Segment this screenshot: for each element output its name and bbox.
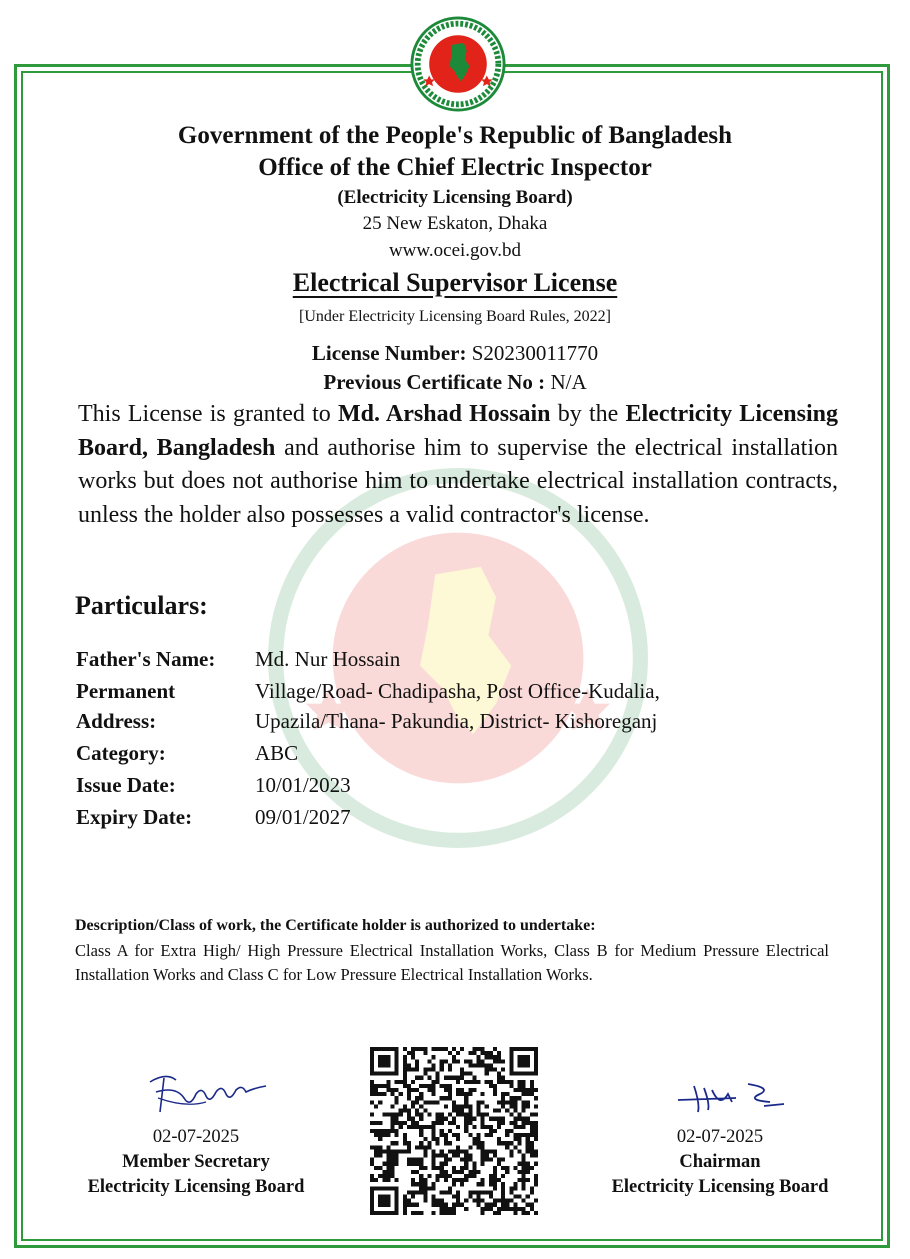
left-signature-org: Electricity Licensing Board [87, 1177, 305, 1197]
right-signature-date: 02-07-2025 [676, 1127, 764, 1147]
previous-certificate-value: N/A [550, 370, 587, 394]
license-number-label: License Number: [311, 341, 467, 365]
right-signature-org: Electricity Licensing Board [611, 1177, 829, 1197]
father-value: Md. Nur Hossain [255, 647, 401, 671]
category-label: Category: [76, 741, 166, 765]
left-signature-block [46, 1127, 346, 1198]
expiry-date-value: 09/01/2027 [255, 805, 351, 829]
grant-paragraph: This License is granted to Md. Arshad Hossain by the Electricity Licensing Board, Bangladesh and authorise him to supervise the electrical installation works but does not authorise him to undertake electrical installation contracts, unless the holder also possesses a valid contractor's license. [78, 401, 839, 528]
chairman-signature [676, 1074, 796, 1118]
board-name: Electricity Licensing Board, Bangladesh [78, 401, 838, 461]
holder-name: Md. Arshad Hossain [338, 401, 551, 427]
member-secretary-signature [146, 1068, 270, 1120]
father-label: Father's Name: [76, 647, 216, 671]
document-subtitle: [Under Electricity Licensing Board Rules, 2022] [299, 308, 611, 325]
issue-date-value: 10/01/2023 [255, 773, 351, 797]
document-title: Electrical Supervisor License [292, 268, 618, 297]
license-number-value: S20230011770 [471, 341, 599, 365]
category-value: ABC [255, 741, 299, 765]
license-number [0, 341, 910, 366]
left-signature-date: 02-07-2025 [152, 1127, 240, 1147]
header-website: www.ocei.gov.bd [388, 240, 522, 261]
qr-code-icon[interactable] [370, 1047, 538, 1215]
description-text: Class A for Extra High/ High Pressure Electrical Installation Works, Class B for Medium Pressure Electrical Installation Works and Class C for Low Pressure Electrical Installation Works. [75, 941, 829, 984]
particulars-heading: Particulars: [75, 591, 208, 620]
expiry-date-label: Expiry Date: [76, 805, 193, 829]
header-government: Government of the People's Republic of Bangladesh [177, 122, 733, 149]
header-board: (Electricity Licensing Board) [337, 187, 573, 208]
issue-date-label: Issue Date: [76, 773, 176, 797]
header-office: Office of the Chief Electric Inspector [258, 154, 652, 181]
header-address: 25 New Eskaton, Dhaka [362, 213, 548, 234]
previous-certificate [0, 370, 910, 395]
description-heading: Description/Class of work, the Certificate holder is authorized to undertake: [75, 917, 596, 934]
address-value-2: Upazila/Thana- Pakundia, District- Kishoreganj [255, 709, 658, 733]
address-label-1: Permanent [76, 679, 176, 703]
right-signature-block [570, 1127, 870, 1198]
address-value-1: Village/Road- Chadipasha, Post Office-Kudalia, [255, 679, 660, 703]
left-signature-role: Member Secretary [122, 1152, 270, 1172]
government-seal-icon [410, 16, 506, 112]
previous-certificate-label: Previous Certificate No : [323, 370, 546, 394]
right-signature-role: Chairman [679, 1152, 761, 1172]
address-label-2: Address: [76, 709, 157, 733]
